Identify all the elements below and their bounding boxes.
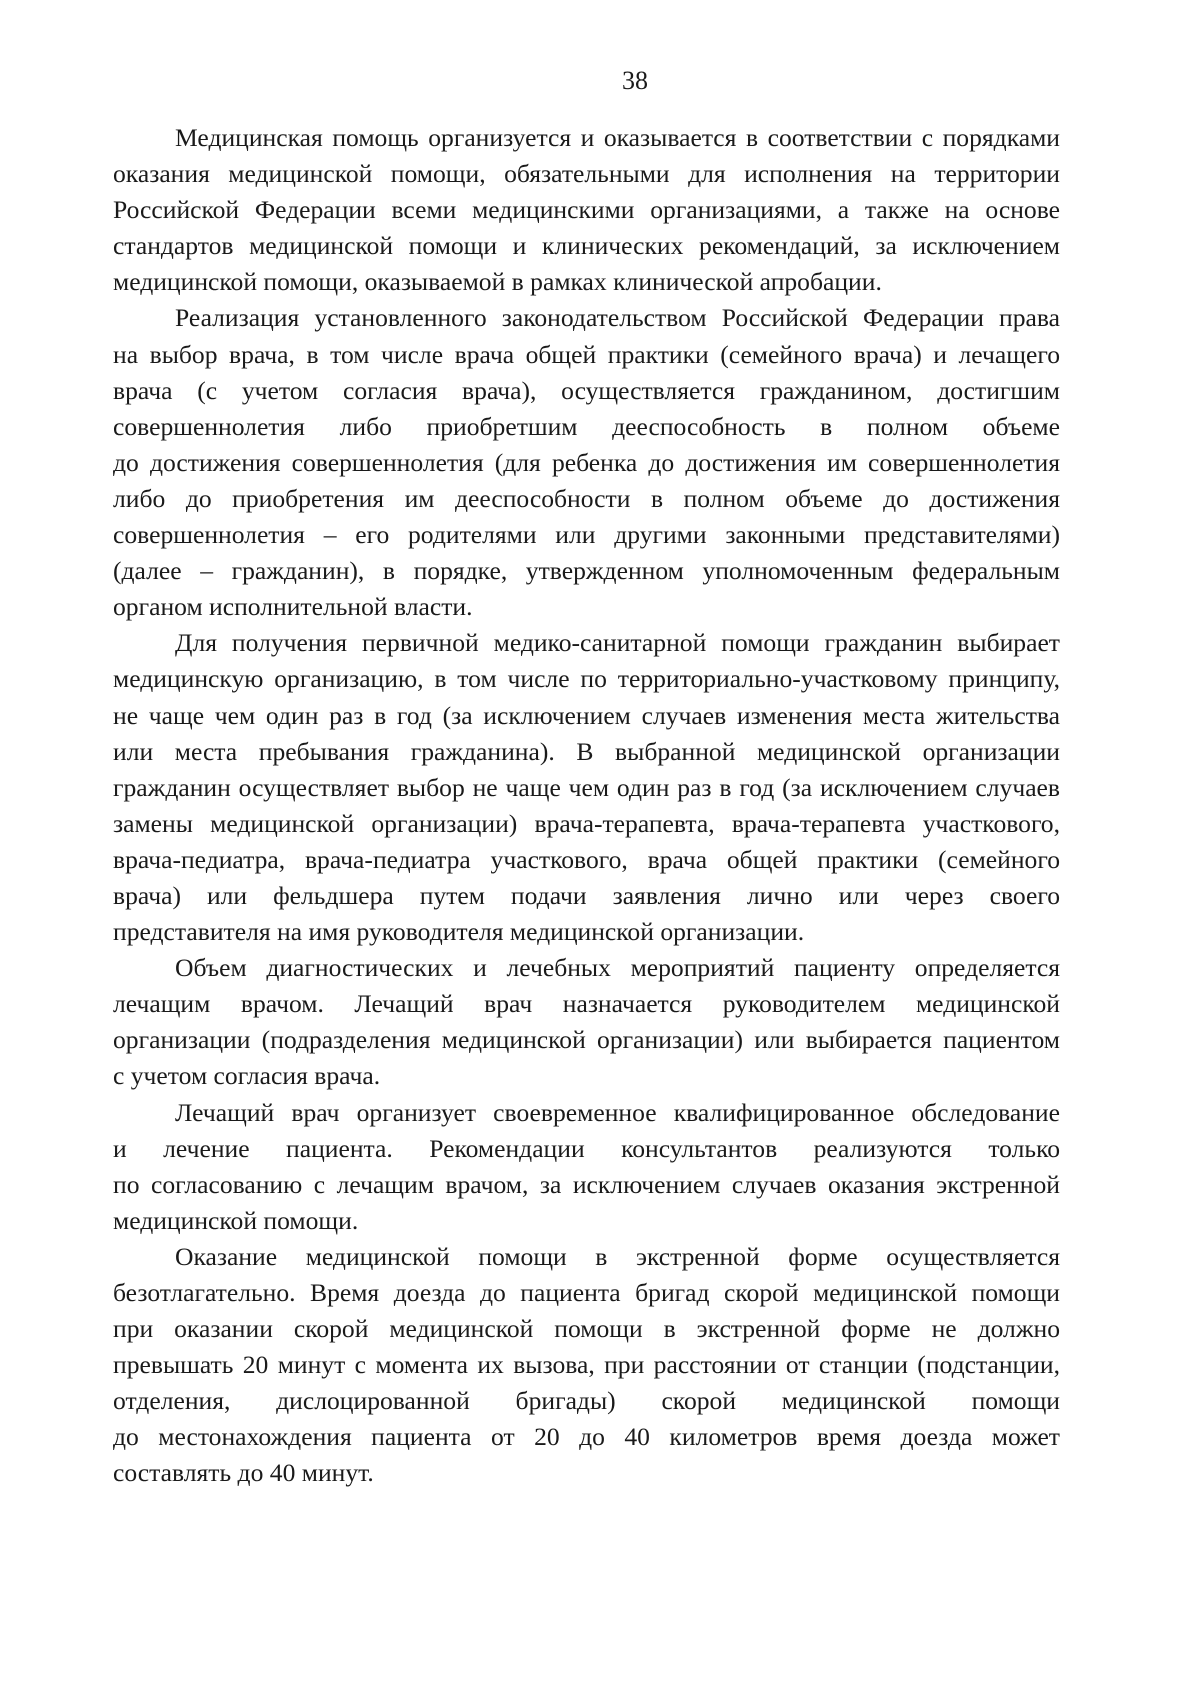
text-line: врача (с учетом согласия врача), осуществляется гражданином, достигшим — [113, 375, 1060, 405]
text-line: на выбор врача, в том числе врача общей практики (семейного врача) и лечащего — [113, 339, 1060, 369]
text-line: не чаще чем один раз в год (за исключением случаев изменения места жительства — [113, 700, 1060, 730]
text-line: представителя на имя руководителя медицинской организации. — [113, 917, 805, 947]
text-line: безотлагательно. Время доезда до пациента бригад скорой медицинской помощи — [113, 1278, 1060, 1307]
paragraph-attending-physician — [113, 1095, 1060, 1239]
text-line: Российской Федерации всеми медицинскими организациями, а также на основе — [113, 195, 1060, 225]
text-line: (далее – гражданин), в порядке, утвержденном уполномоченным федеральным — [113, 556, 1060, 586]
text-line: или места пребывания гражданина). В выбранной медицинской организации — [113, 736, 1060, 766]
text-line: медицинской помощи, оказываемой в рамках клинической апробации. — [113, 267, 882, 297]
text-line: Объем диагностических и лечебных мероприятий пациенту определяется — [175, 953, 1060, 983]
text-line: с учетом согласия врача. — [113, 1061, 381, 1091]
document-body — [113, 120, 1060, 1492]
text-line: врача-педиатра, врача-педиатра участкового, врача общей практики (семейного — [113, 844, 1060, 874]
text-line: замены медицинской организации) врача-терапевта, врача-терапевта участкового, — [113, 808, 1060, 838]
text-line: врача) или фельдшера путем подачи заявления лично или через своего — [113, 880, 1060, 910]
text-line: по согласованию с лечащим врачом, за исключением случаев оказания экстренной — [113, 1169, 1060, 1199]
text-line: совершеннолетия либо приобретшим дееспособность в полном объеме — [113, 411, 1060, 441]
text-line: медицинской помощи. — [113, 1205, 359, 1235]
paragraph-emergency-care — [113, 1239, 1060, 1492]
text-line: отделения, дислоцированной бригады) скорой медицинской помощи — [113, 1386, 1060, 1416]
paragraph-primary-care-organization — [113, 625, 1060, 950]
paragraph-medical-care-standards — [113, 120, 1060, 300]
text-line: и лечение пациента. Рекомендации консультантов реализуются только — [113, 1133, 1060, 1163]
text-line: лечащим врачом. Лечащий врач назначается руководителем медицинской — [113, 989, 1060, 1019]
paragraph-diagnostic-scope — [113, 950, 1060, 1094]
text-line: Медицинская помощь организуется и оказывается в соответствии с порядками — [175, 123, 1060, 152]
text-line: составлять до 40 минут. — [113, 1458, 374, 1488]
text-line: Лечащий врач организует своевременное квалифицированное обследование — [175, 1097, 1060, 1127]
text-line: Реализация установленного законодательством Российской Федерации права — [175, 303, 1060, 333]
text-line: совершеннолетия – его родителями или другими законными представителями) — [113, 520, 1060, 550]
text-line: стандартов медицинской помощи и клинических рекомендаций, за исключением — [113, 231, 1060, 261]
text-line: медицинскую организацию, в том числе по территориально-участковому принципу, — [113, 664, 1060, 694]
text-line: при оказании скорой медицинской помощи в экстренной форме не должно — [113, 1314, 1060, 1344]
text-line: либо до приобретения им дееспособности в полном объеме до достижения — [113, 483, 1060, 513]
text-line: до местонахождения пациента от 20 до 40 километров время доезда может — [113, 1422, 1060, 1452]
text-line: органом исполнительной власти. — [113, 592, 473, 622]
paragraph-choice-of-doctor — [113, 300, 1060, 625]
text-line: Для получения первичной медико-санитарной помощи гражданин выбирает — [175, 628, 1060, 658]
page-number: 38 — [622, 66, 648, 95]
text-line: превышать 20 минут с момента их вызова, при расстоянии от станции (подстанции, — [113, 1350, 1060, 1380]
text-line: до достижения совершеннолетия (для ребенка до достижения им совершеннолетия — [113, 447, 1060, 477]
text-line: гражданин осуществляет выбор не чаще чем один раз в год (за исключением случаев — [113, 772, 1060, 802]
text-line: Оказание медицинской помощи в экстренной форме осуществляется — [175, 1241, 1060, 1271]
text-line: оказания медицинской помощи, обязательными для исполнения на территории — [113, 159, 1060, 189]
text-line: организации (подразделения медицинской организации) или выбирается пациентом — [113, 1025, 1060, 1055]
